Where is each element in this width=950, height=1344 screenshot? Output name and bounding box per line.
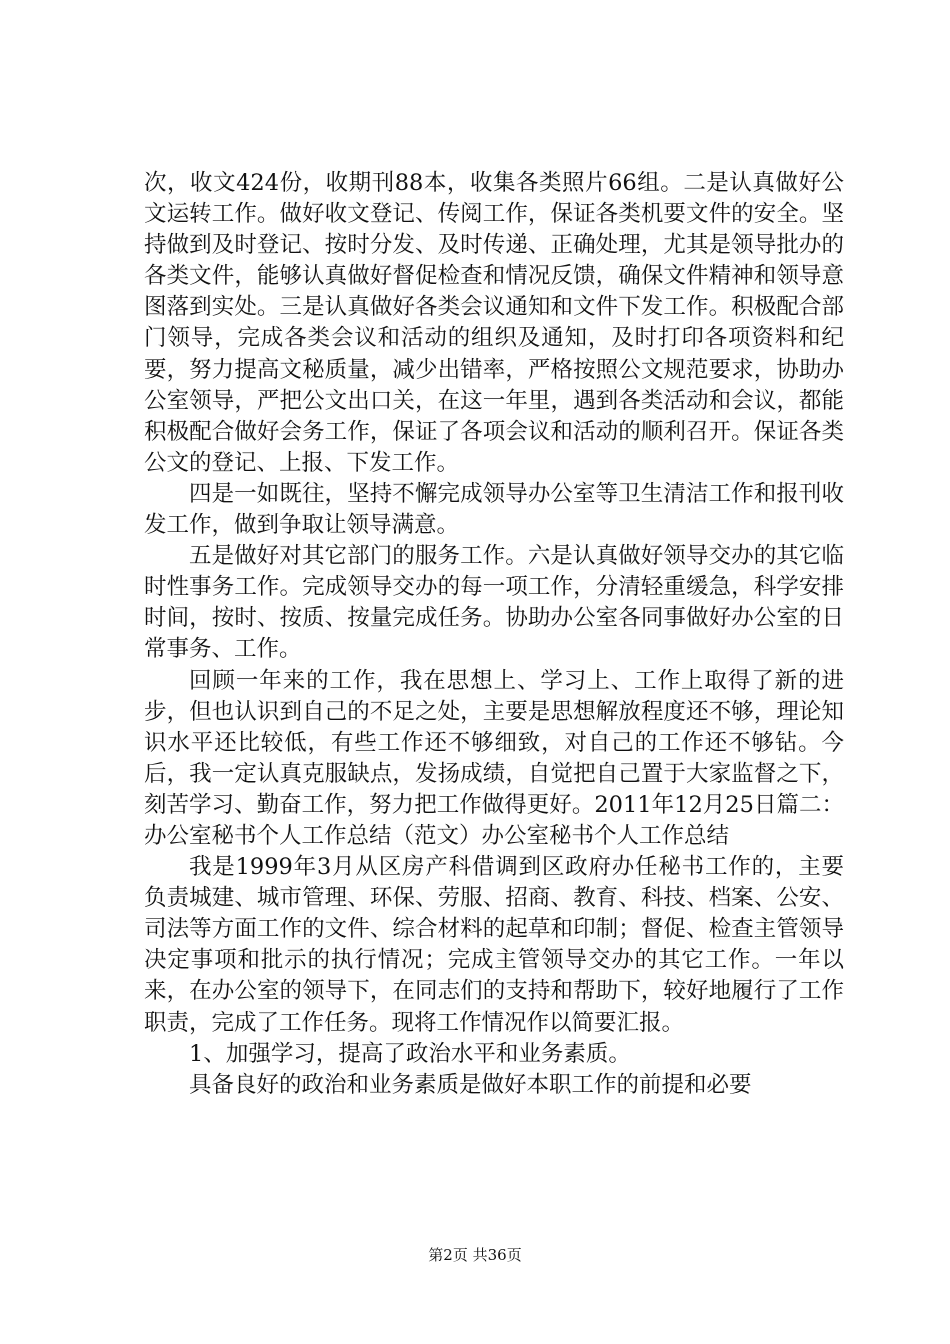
paragraph-6: 1、加强学习，提高了政治水平和业务素质。 xyxy=(189,1040,631,1067)
page-footer: 第2页 共36页 xyxy=(428,1246,522,1264)
paragraph-2: 四是一如既往，坚持不懈完成领导办公室等卫生清洁工作和报刊收发工作，做到争取让领导满意。 xyxy=(144,480,844,539)
paragraph-1: 次，收文424份，收期刊88本，收集各类照片66组。二是认真做好公文运转工作。做好收文登记、传阅工作，保证各类机要文件的安全。坚持做到及时登记、按时分发、及时传递、正确处理，尤其是领导批办的各类文件，能够认真做好督促检查和情况反馈，确保文件精神和领导意图落到实处。三是认真做好各类会议通知和文件下发工作。积极配合部门领导，完成各类会议和活动的组织及通知，及时打印各项资料和纪要，努力提高文秘质量，减少出错率，严格按照公文规范要求，协助办公室领导，严把公文出口关，在这一年里，遇到各类活动和会议，都能积极配合做好会务工作，保证了各项会议和活动的顺利召开。保证各类公文的登记、上报、下发工作。 xyxy=(144,170,844,476)
paragraph-4: 回顾一年来的工作，我在思想上、学习上、工作上取得了新的进步，但也认识到自己的不足之处，主要是思想解放程度还不够，理论知识水平还比较低，有些工作还不够细致，对自己的工作还不够钻。今后，我一定认真克服缺点，发扬成绩，自觉把自己置于大家监督之下，刻苦学习、勤奋工作，努力把工作做得更好。2011年12月25日篇二：办公室秘书个人工作总结（范文）办公室秘书个人工作总结 xyxy=(144,667,844,849)
paragraph-3: 五是做好对其它部门的服务工作。六是认真做好领导交办的其它临时性事务工作。完成领导交办的每一项工作，分清轻重缓急，科学安排时间，按时、按质、按量完成任务。协助办公室各同事做好办公室的日常事务、工作。 xyxy=(144,543,844,663)
paragraph-5: 我是1999年3月从区房产科借调到区政府办任秘书工作的，主要负责城建、城市管理、环保、劳服、招商、教育、科技、档案、公安、司法等方面工作的文件、综合材料的起草和印制；督促、检查主管领导决定事项和批示的执行情况；完成主管领导交办的其它工作。一年以来，在办公室的领导下，在同志们的支持和帮助下，较好地履行了工作职责，完成了工作任务。现将工作情况作以简要汇报。 xyxy=(144,854,844,1036)
paragraph-7: 具备良好的政治和业务素质是做好本职工作的前提和必要 xyxy=(189,1071,752,1098)
document-body xyxy=(144,168,844,1101)
